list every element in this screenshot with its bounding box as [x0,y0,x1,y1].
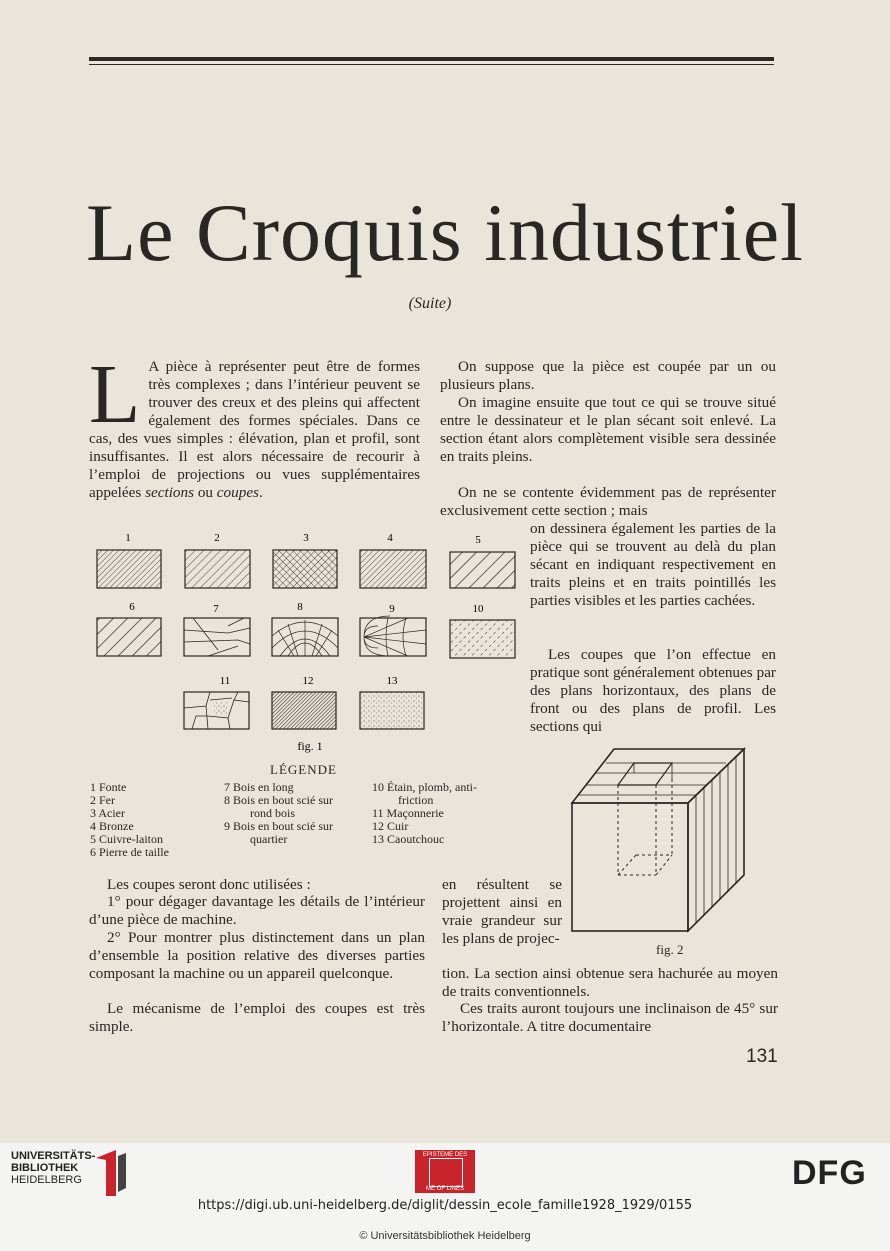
pattern-5-cuivre [450,552,515,588]
page-number: 131 [746,1046,778,1067]
article-title: Le Croquis industriel [86,187,804,278]
fig1-label-3: 3 [303,532,309,544]
episteme-bottom-text: ME OF LINES [425,1186,464,1192]
library-logo-line3: HEIDELBERG [11,1174,82,1186]
copyright-notice: © Universitätsbibliothek Heidelberg [359,1230,531,1242]
dfg-logo[interactable]: DFG [792,1154,867,1192]
legend-item: 8 Bois en bout scié sur [224,793,333,807]
library-logo-line1: UNIVERSITÄTS- [11,1150,96,1162]
legend-item: 4 Bronze [90,819,134,833]
bottom-right-paragraph-2: Ces traits auront toujours une inclinaison de 45° sur l’horizontale. A titre documentaire [442,1000,778,1035]
fig1-label-7: 7 [213,603,219,615]
lower-paragraph-4: Le mécanisme de l’emploi des coupes est très simple. [89,1000,425,1035]
legend-item: friction [398,793,434,807]
fig1-label-2: 2 [214,532,220,544]
legend-item: 7 Bois en long [224,780,294,794]
fig1-label-8: 8 [297,601,303,613]
pattern-9-bois-bout-quartier [360,616,426,656]
fig1-label-11: 11 [219,675,231,687]
bottom-right-paragraph-1: tion. La section ainsi obtenue sera hachurée au moyen de traits conventionnels. [442,965,778,1000]
legend-title: LÉGENDE [270,762,337,777]
right-paragraph-2: On imagine ensuite que tout ce qui se trouve situé entre le dessinateur et le plan sécant soit enlevé. La section étant alors complètement visible sera dessinée en traits pleins. [440,394,776,465]
pattern-12-cuir [272,692,336,729]
pattern-1-fonte [97,550,161,588]
legend-item: 9 Bois en bout scié sur [224,819,333,833]
pattern-7-bois-long [184,618,250,656]
fig1-label-10: 10 [472,603,484,615]
figure-2-sectioned-block [566,743,756,935]
legend-column-3 [372,781,517,846]
intro-paragraph: L A pièce à représenter peut être de formes très complexes ; dans l’intérieur peuvent se trouver des creux et des pleins qui affectent également des formes spéciales. Dans ce cas, des vues simples : élévation, plan et profil, sont insuffisantes. Il est alors nécessaire de recourir à l’emploi de projections ou vues supplémentaires appelées sections ou coupes. [89,348,420,501]
legend-item: 10 Étain, plomb, anti- [372,780,477,794]
legend-item: 12 Cuir [372,819,409,833]
legend-item: 5 Cuivre-laiton [90,832,163,846]
legend-item: 6 Pierre de taille [90,845,169,859]
drop-cap: L [89,348,141,441]
episteme-box-icon [429,1158,463,1187]
fig1-label-5: 5 [475,534,481,546]
legend-item: quartier [250,832,288,846]
legend-item: 13 Caoutchouc [372,832,445,846]
figure-1-hatching-patterns [88,530,520,755]
fig1-label-13: 13 [386,675,398,687]
figure-2-caption: fig. 2 [656,942,684,957]
pattern-11-maconnerie [184,692,249,729]
article-subtitle: (Suite) [408,295,452,312]
legend-column-1 [90,781,220,859]
lower-paragraph-2: 1° pour dégager davantage les détails de l’intérieur d’une pièce de machine. [89,893,425,928]
pattern-13-caoutchouc [360,692,424,729]
top-rule-thick [89,57,774,61]
right-paragraph-3b: on dessinera également les parties de la pièce qui se trouvent au delà du plan sécant en indiquant respectivement en traits pleins et en traits pointillés les parties visibles et les parties cachées. [530,520,776,609]
middle-paragraph: en résultent se projettent ainsi en vraie grandeur sur les plans de projec- [442,876,562,947]
pattern-8-bois-bout-rond [272,618,338,656]
pattern-10-etain [450,620,515,658]
pattern-3-acier [273,550,337,588]
library-logo-line2: BIBLIOTHEK [11,1162,79,1174]
library-emblem-icon [92,1148,130,1198]
fig1-label-1: 1 [125,532,131,544]
lower-paragraph-1: Les coupes seront donc utilisées : [107,876,311,893]
right-paragraph-1: On suppose que la pièce est coupée par un ou plusieurs plans. [440,358,776,393]
right-paragraph-3a: On ne se contente évidemment pas de représenter exclusivement cette section ; mais [440,484,776,519]
top-rule-thin [89,64,774,65]
legend-item: rond bois [250,806,295,820]
permalink-url[interactable]: https://digi.ub.uni-heidelberg.de/diglit/dessin_ecole_famille1928_1929/0155 [197,1198,693,1213]
fig1-label-4: 4 [387,532,393,544]
legend-item: 1 Fonte [90,780,127,794]
library-logo[interactable] [11,1150,95,1186]
figure-1-caption: fig. 1 [297,739,323,753]
legend-item: 2 Fer [90,793,115,807]
fig1-label-9: 9 [389,603,395,615]
pattern-2-fer [185,550,250,588]
episteme-top-text: EPISTEME DES [422,1152,468,1158]
legend-item: 3 Acier [90,806,125,820]
episteme-logo[interactable] [415,1150,475,1193]
fig1-label-12: 12 [302,675,314,687]
legend-column-2 [224,781,369,846]
right-paragraph-4: Les coupes que l’on effectue en pratique sont généralement obtenues par des plans horizontaux, des plans de front ou des plans de profil. Les sections qui [530,646,776,735]
legend-item: 11 Maçonnerie [372,806,444,820]
pattern-4-bronze [360,550,426,588]
pattern-6-pierre [97,618,161,656]
fig1-label-6: 6 [129,601,135,613]
lower-paragraph-3: 2° Pour montrer plus distinctement dans un plan d’ensemble la position relative des diverses parties composant la machine ou un appareil quelconque. [89,929,425,982]
